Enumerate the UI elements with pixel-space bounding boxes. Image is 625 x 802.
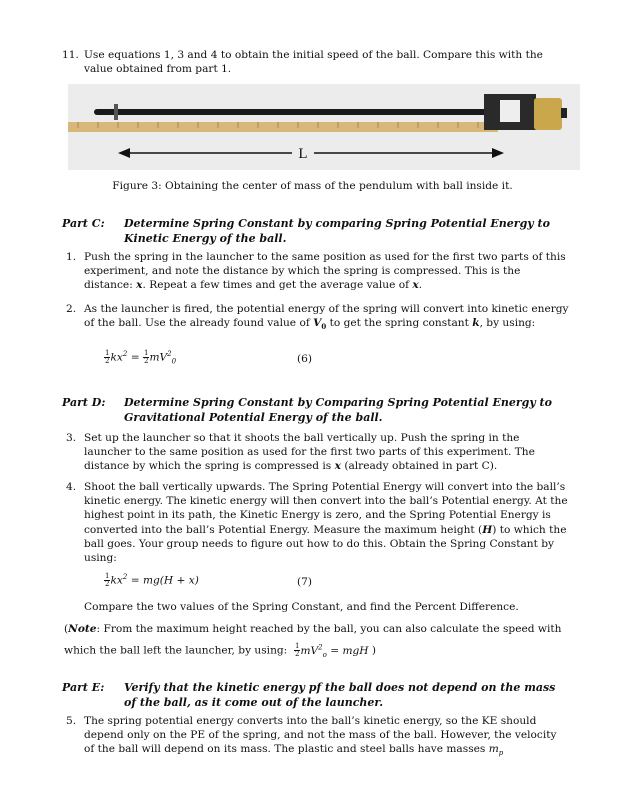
equation-6: $\frac{1}{2}$ $kx^2$ = $\frac{1}{2}$ $mV^2_0$: [105, 349, 177, 366]
item-3-number: 3.: [66, 432, 77, 444]
equation-7: $\frac{1}{2}$ $kx^2 = mg(H + x)$: [105, 572, 199, 589]
part-c-title: Determine Spring Constant by comparing Spring Potential Energy to Kinetic Energy of the ball.: [124, 217, 550, 245]
item-4-text: Shoot the ball vertically upwards. The Spring Potential Energy will convert into the ball’s kinetic energy. The kinetic energy will then convert into the ball’s Potential energy. At the highest point in its path, the Kinetic Energy is zero, and the Spring Potential Energy is converted into the ball’s Potential Energy. Measure the maximum height (H) to which the ball goes. Your group needs to figure out how to do this. Obtain the Spring Constant by using:: [84, 481, 568, 565]
part-d-label: Part D:: [62, 396, 106, 409]
item-5-text: The spring potential energy converts into the ball’s kinetic energy, so the KE should depend only on the PE of the spring, and not the mass of the ball. However, the velocity of the ball will depend on its mass. The plastic and steel balls have masses $m_p$: [84, 715, 557, 758]
item-1-number: 1.: [66, 251, 77, 263]
equation-7-number: (7): [297, 576, 313, 588]
part-d-title: Determine Spring Constant by Comparing Spring Potential Energy to Gravitational Potential Energy of the ball.: [124, 396, 552, 424]
item-1-text: Push the spring in the launcher to the same position as used for the first two parts of this experiment, and note the distance by which the spring is compressed. This is the distance: x. Repeat a few times and get the average value of x.: [84, 251, 566, 292]
item-5-number: 5.: [66, 715, 77, 727]
note-text: (Note: From the maximum height reached by the ball, you can also calculate the speed with which the ball left the launcher, by using: $\frac{1}{2}$ $mV^2_o$ = mgH ): [64, 623, 562, 659]
brass-cylinder: [534, 98, 562, 130]
part-e-label: Part E:: [62, 681, 105, 694]
pendulum-photo: [68, 84, 580, 170]
pendulum-figure: [68, 84, 580, 170]
item-2-number: 2.: [66, 303, 77, 315]
equation-6-number: (6): [297, 353, 313, 365]
item-3-text: Set up the launcher so that it shoots the ball vertically up. Push the spring in the launcher to the same position as used for the first two parts of this experiment. The distance by which the spring is compressed is x (already obtained in part C).: [84, 432, 535, 473]
part-c-label: Part C:: [62, 217, 105, 230]
item-11-text: Use equations 1, 3 and 4 to obtain the initial speed of the ball. Compare this with the value obtained from part 1.: [84, 49, 543, 76]
length-label: L: [298, 146, 308, 162]
pendulum-rod: [94, 109, 494, 115]
figure-caption: Figure 3: Obtaining the center of mass of the pendulum with ball inside it.: [112, 180, 513, 192]
ruler: [68, 122, 498, 132]
item-11-number: 11.: [62, 49, 79, 61]
item-2-text: As the launcher is fired, the potential energy of the spring will convert into kinetic energy of the ball. Use the already found value of $V_0$ to get the spring constant k, by using:: [84, 303, 569, 332]
part-e-title: Verify that the kinetic energy pf the ball does not depend on the mass of the ball, as it come out of the launcher.: [124, 681, 556, 709]
compare-text: Compare the two values of the Spring Constant, and find the Percent Difference.: [84, 601, 519, 613]
item-4-number: 4.: [66, 481, 77, 493]
